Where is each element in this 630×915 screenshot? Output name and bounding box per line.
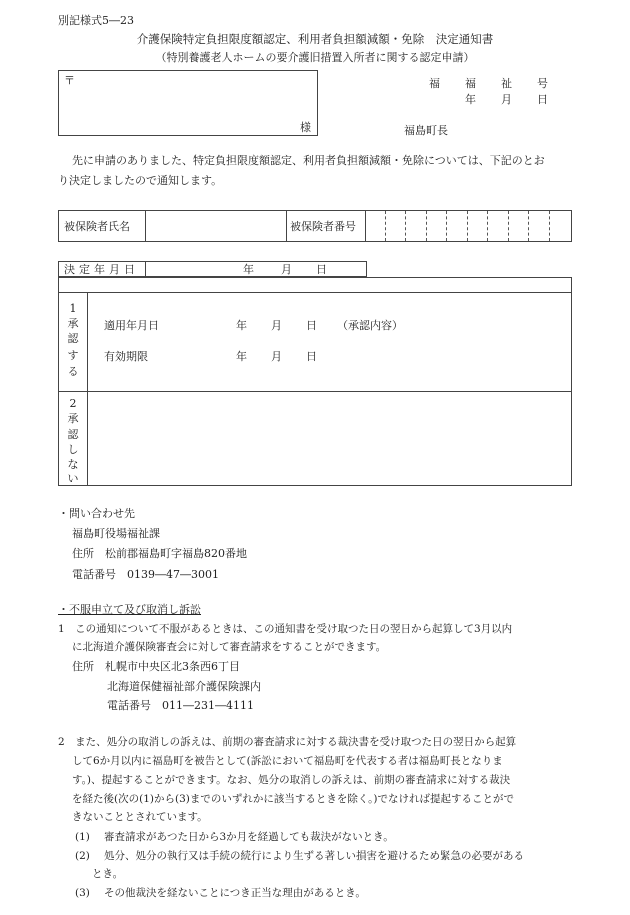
sub-item-3-num: (3)	[75, 887, 90, 899]
intro-line-1: 先に申請のありました、特定負担限度額認定、利用者負担額減額・免除については、下記のとお	[72, 154, 545, 167]
issuer-name: 福島町長	[404, 124, 448, 137]
apply-date-label: 適用年月日	[104, 319, 159, 332]
appeal-item2-line5: きないこととされています。	[72, 811, 208, 823]
page-subtitle: （特別養護老人ホームの要介護旧措置入所者に関する認定申請）	[155, 51, 475, 64]
sub-item-1-num: (1)	[75, 831, 90, 843]
appeal-item1-line2: に北海道介護保険審査会に対して審査請求をすることができます。	[72, 641, 387, 653]
doc-no-char-1: 福	[429, 77, 440, 90]
postal-mark: 〒	[64, 74, 75, 87]
appeal-addr-line1: 住所 札幌市中央区北3条西6丁目	[72, 660, 240, 673]
doc-no-char-3: 祉	[501, 77, 512, 90]
apply-month-unit: 月	[271, 319, 282, 332]
disapprove-label-char: い	[67, 472, 79, 485]
disapprove-label-char: 承	[67, 412, 79, 425]
disapprove-label-char: 認	[67, 428, 79, 441]
appeal-heading: ・不服申立て及び取消し訴訟	[58, 603, 201, 616]
disapprove-label-char: な	[67, 458, 79, 471]
valid-month-unit: 月	[271, 350, 282, 363]
form-id: 別記様式5―23	[58, 14, 134, 27]
decision-day-unit: 日	[316, 263, 327, 276]
sub-item-2-cont: とき。	[92, 868, 124, 880]
decision-date-label: 決定年月日	[64, 263, 139, 276]
doc-no-char-2: 福	[465, 77, 476, 90]
approve-label-char: す	[67, 349, 79, 362]
approve-label-char: 1	[69, 302, 77, 315]
disapprove-label-char: し	[67, 443, 79, 456]
page-title: 介護保険特定負担限度額認定、利用者負担額減額・免除 決定通知書	[136, 32, 494, 46]
issue-month-unit: 月	[501, 93, 512, 106]
approve-label-char: 認	[67, 332, 79, 345]
appeal-item1-line1: 1 この通知について不服があるときは、この通知書を受け取つた日の翌日から起算して3月以内	[58, 623, 513, 635]
issue-year-unit: 年	[465, 93, 476, 106]
appeal-addr-line2: 北海道保健福祉部介護保険課内	[107, 680, 261, 693]
apply-day-unit: 日	[306, 319, 317, 332]
address-box	[58, 70, 318, 136]
decision-year-unit: 年	[243, 263, 254, 276]
decision-month-unit: 月	[281, 263, 292, 276]
sub-item-2-num: (2)	[75, 850, 90, 862]
doc-no-char-4: 号	[537, 77, 548, 90]
sub-item-2-text: 処分、処分の執行又は手続の続行により生ずる著しい損害を避けるため緊急の必要がある	[104, 850, 524, 862]
decision-table	[58, 277, 572, 486]
valid-until-label: 有効期限	[104, 350, 148, 363]
approval-content-label: （承認内容）	[337, 319, 403, 332]
sub-item-1-text: 審査請求があつた日から3か月を経過しても裁決がないとき。	[104, 831, 394, 843]
apply-year-unit: 年	[236, 319, 247, 332]
issue-day-unit: 日	[537, 93, 548, 106]
appeal-item2-line4: を経た後(次の(1)から(3)までのいずれかに該当するときを除く。)でなければ提起することがで	[72, 793, 514, 805]
appeal-addr-line3: 電話番号 011―231―4111	[107, 699, 254, 712]
inquiry-phone: 電話番号 0139―47―3001	[72, 568, 219, 581]
valid-year-unit: 年	[236, 350, 247, 363]
intro-line-2: り決定しましたので通知します。	[58, 174, 223, 187]
inquiry-heading: ・問い合わせ先	[58, 507, 135, 520]
insured-name-label: 被保険者氏名	[64, 220, 130, 233]
approve-label-char: る	[67, 365, 79, 378]
appeal-item2-line2: して6か月以内に福島町を被告として(訴訟において福島町を代表する者は福島町長となりま	[72, 755, 503, 767]
approve-label-char: 承	[67, 317, 79, 330]
inquiry-address: 住所 松前郡福島町字福島820番地	[72, 547, 247, 560]
inquiry-office: 福島町役場福祉課	[72, 527, 160, 540]
insured-number-label: 被保険者番号	[290, 220, 356, 233]
addressee-honorific: 様	[300, 121, 311, 134]
appeal-item2-line3: す。)、提起することができます。なお、処分の取消しの訴えは、前期の審査請求に対する裁決	[72, 774, 511, 786]
valid-day-unit: 日	[306, 350, 317, 363]
sub-item-3-text: その他裁決を経ないことにつき正当な理由があるとき。	[104, 887, 366, 899]
appeal-item2-line1: 2 また、処分の取消しの訴えは、前期の審査請求に対する裁決書を受け取つた日の翌日から起算	[58, 736, 517, 748]
disapprove-label-char: 2	[69, 397, 77, 410]
